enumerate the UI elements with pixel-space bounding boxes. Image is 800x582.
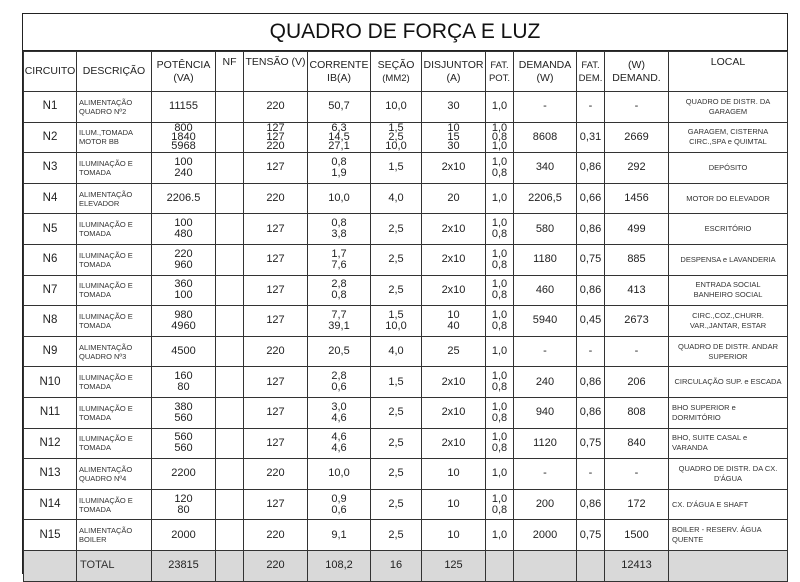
header-potencia: POTÊNCIA (VA)	[152, 52, 216, 92]
cell-disjuntor: 10 15 30	[422, 122, 486, 153]
cell-fat-dem: 0,86	[577, 489, 605, 520]
sheet-title: QUADRO DE FORÇA E LUZ	[23, 14, 787, 51]
cell-local: BHO SUPERIOR e DORMITÓRIO	[669, 397, 788, 428]
cell-disjuntor: 10	[422, 459, 486, 490]
cell-local: QUADRO DE DISTR. DA GARAGEM	[669, 92, 788, 123]
header-circuito: CIRCUITO	[24, 52, 77, 92]
header-demanda: DEMANDA (W)	[514, 52, 577, 92]
cell-demanda: -	[514, 92, 577, 123]
cell-fat-pot: 1,0 0,8	[486, 367, 514, 398]
cell-w-demand: 499	[605, 214, 669, 245]
cell-tensao: 220	[244, 520, 308, 551]
header-w-demand: (W) DEMAND.	[605, 52, 669, 92]
cell-demanda: 240	[514, 367, 577, 398]
cell-local: BOILER - RESERV. ÁGUA QUENTE	[669, 520, 788, 551]
cell-secao: 2,5	[371, 489, 422, 520]
cell-w-demand: 885	[605, 244, 669, 275]
cell-potencia: 2000	[152, 520, 216, 551]
cell-fat-dem: 0,86	[577, 275, 605, 306]
cell-disjuntor: 2x10	[422, 153, 486, 184]
total-fat-dem	[577, 550, 605, 581]
total-demanda	[514, 550, 577, 581]
cell-corrente: 3,0 4,6	[308, 397, 371, 428]
cell-fat-pot: 1,0 0,8	[486, 397, 514, 428]
total-nf	[216, 550, 244, 581]
table-row	[24, 244, 788, 275]
cell-disjuntor: 10	[422, 520, 486, 551]
cell-descricao: ILUMINAÇÃO E TOMADA	[77, 214, 152, 245]
total-circuito	[24, 550, 77, 581]
cell-fat-pot: 1,0 0,8	[486, 244, 514, 275]
cell-potencia: 100 240	[152, 153, 216, 184]
cell-w-demand: 413	[605, 275, 669, 306]
cell-secao: 4,0	[371, 183, 422, 214]
table-row	[24, 214, 788, 245]
cell-corrente: 6,3 14,5 27,1	[308, 122, 371, 153]
cell-potencia: 2206.5	[152, 183, 216, 214]
cell-demanda: -	[514, 336, 577, 367]
cell-secao: 10,0	[371, 92, 422, 123]
cell-nf	[216, 336, 244, 367]
cell-circuito: N10	[24, 367, 77, 398]
cell-secao: 2,5	[371, 520, 422, 551]
cell-local: GARAGEM, CISTERNA CIRC.,SPA e QUIMTAL	[669, 122, 788, 153]
header-disjuntor: DISJUNTOR (A)	[422, 52, 486, 92]
table-row	[24, 183, 788, 214]
cell-descricao: ALIMENTAÇÃO ELEVADOR	[77, 183, 152, 214]
cell-potencia: 160 80	[152, 367, 216, 398]
cell-nf	[216, 92, 244, 123]
cell-local: ESCRITÓRIO	[669, 214, 788, 245]
cell-descricao: ALIMENTAÇÃO QUADRO Nº2	[77, 92, 152, 123]
cell-fat-dem: 0,66	[577, 183, 605, 214]
cell-demanda: 200	[514, 489, 577, 520]
header-local: LOCAL	[669, 52, 788, 92]
cell-secao: 2,5	[371, 459, 422, 490]
cell-corrente: 9,1	[308, 520, 371, 551]
cell-nf	[216, 214, 244, 245]
cell-fat-dem: -	[577, 336, 605, 367]
cell-local: MOTOR DO ELEVADOR	[669, 183, 788, 214]
cell-circuito: N11	[24, 397, 77, 428]
cell-corrente: 20,5	[308, 336, 371, 367]
table-row	[24, 336, 788, 367]
cell-descricao: ILUMINAÇÃO E TOMADA	[77, 244, 152, 275]
cell-circuito: N8	[24, 306, 77, 337]
cell-disjuntor: 2x10	[422, 244, 486, 275]
total-label: TOTAL	[77, 550, 152, 581]
cell-potencia: 100 480	[152, 214, 216, 245]
total-row	[24, 550, 788, 581]
cell-local: CIRC.,COZ.,CHURR. VAR.,JANTAR, ESTAR	[669, 306, 788, 337]
cell-corrente: 7,7 39,1	[308, 306, 371, 337]
cell-tensao: 127	[244, 153, 308, 184]
cell-w-demand: 1456	[605, 183, 669, 214]
cell-corrente: 10,0	[308, 459, 371, 490]
cell-disjuntor: 10 40	[422, 306, 486, 337]
cell-tensao: 220	[244, 92, 308, 123]
cell-secao: 2,5	[371, 397, 422, 428]
cell-demanda: 5940	[514, 306, 577, 337]
cell-disjuntor: 2x10	[422, 367, 486, 398]
table-row	[24, 428, 788, 459]
cell-demanda: 8608	[514, 122, 577, 153]
cell-w-demand: 2673	[605, 306, 669, 337]
cell-circuito: N14	[24, 489, 77, 520]
cell-descricao: ALIMENTAÇÃO QUADRO Nº4	[77, 459, 152, 490]
cell-circuito: N12	[24, 428, 77, 459]
cell-demanda: 1120	[514, 428, 577, 459]
cell-fat-dem: 0,86	[577, 214, 605, 245]
cell-disjuntor: 25	[422, 336, 486, 367]
cell-circuito: N7	[24, 275, 77, 306]
cell-descricao: ILUMINAÇÃO E TOMADA	[77, 153, 152, 184]
cell-potencia: 120 80	[152, 489, 216, 520]
cell-circuito: N1	[24, 92, 77, 123]
cell-descricao: ILUMINAÇÃO E TOMADA	[77, 397, 152, 428]
cell-tensao: 127	[244, 214, 308, 245]
cell-nf	[216, 153, 244, 184]
total-disjuntor: 125	[422, 550, 486, 581]
table-row	[24, 367, 788, 398]
cell-fat-pot: 1,0 0,8	[486, 489, 514, 520]
cell-corrente: 10,0	[308, 183, 371, 214]
header-fat-pot: FAT. POT.	[486, 52, 514, 92]
circuit-rows	[24, 92, 788, 551]
cell-local: CIRCULAÇÃO SUP. e ESCADA	[669, 367, 788, 398]
cell-fat-pot: 1,0 0,8	[486, 275, 514, 306]
cell-secao: 1,5 2,5 10,0	[371, 122, 422, 153]
cell-corrente: 50,7	[308, 92, 371, 123]
cell-descricao: ALIMENTAÇÃO BOILER	[77, 520, 152, 551]
cell-descricao: ILUMINAÇÃO E TOMADA	[77, 275, 152, 306]
cell-tensao: 127	[244, 489, 308, 520]
cell-disjuntor: 2x10	[422, 428, 486, 459]
cell-corrente: 0,8 1,9	[308, 153, 371, 184]
header-corrente: CORRENTE IB(A)	[308, 52, 371, 92]
cell-demanda: 460	[514, 275, 577, 306]
cell-w-demand: 206	[605, 367, 669, 398]
cell-w-demand: -	[605, 92, 669, 123]
cell-fat-pot: 1,0 0,8 1,0	[486, 122, 514, 153]
header-fat-dem: FAT. DEM.	[577, 52, 605, 92]
cell-nf	[216, 306, 244, 337]
cell-disjuntor: 20	[422, 183, 486, 214]
cell-fat-pot: 1,0	[486, 336, 514, 367]
cell-disjuntor: 2x10	[422, 214, 486, 245]
cell-local: BHO, SUITE CASAL e VARANDA	[669, 428, 788, 459]
cell-corrente: 4,6 4,6	[308, 428, 371, 459]
header-tensao: TENSÃO (V)	[244, 52, 308, 92]
cell-nf	[216, 183, 244, 214]
cell-demanda: 340	[514, 153, 577, 184]
cell-secao: 1,5 10,0	[371, 306, 422, 337]
cell-potencia: 380 560	[152, 397, 216, 428]
cell-fat-dem: 0,86	[577, 153, 605, 184]
cell-circuito: N13	[24, 459, 77, 490]
cell-disjuntor: 30	[422, 92, 486, 123]
cell-circuito: N5	[24, 214, 77, 245]
total-secao: 16	[371, 550, 422, 581]
cell-secao: 2,5	[371, 214, 422, 245]
cell-tensao: 127	[244, 306, 308, 337]
cell-corrente: 2,8 0,6	[308, 367, 371, 398]
cell-disjuntor: 10	[422, 489, 486, 520]
cell-w-demand: 2669	[605, 122, 669, 153]
table-row	[24, 92, 788, 123]
cell-nf	[216, 489, 244, 520]
cell-w-demand: 1500	[605, 520, 669, 551]
cell-fat-pot: 1,0 0,8	[486, 306, 514, 337]
cell-fat-dem: -	[577, 92, 605, 123]
cell-fat-pot: 1,0	[486, 520, 514, 551]
cell-secao: 1,5	[371, 367, 422, 398]
cell-potencia: 560 560	[152, 428, 216, 459]
table-row	[24, 275, 788, 306]
cell-fat-pot: 1,0 0,8	[486, 214, 514, 245]
cell-nf	[216, 367, 244, 398]
cell-circuito: N6	[24, 244, 77, 275]
cell-descricao: ILUMINAÇÃO E TOMADA	[77, 306, 152, 337]
cell-w-demand: -	[605, 336, 669, 367]
cell-fat-dem: 0,75	[577, 520, 605, 551]
cell-fat-dem: 0,45	[577, 306, 605, 337]
total-potencia: 23815	[152, 550, 216, 581]
cell-tensao: 127	[244, 275, 308, 306]
cell-demanda: 2206,5	[514, 183, 577, 214]
table-row	[24, 306, 788, 337]
table-row	[24, 397, 788, 428]
cell-tensao: 127 127 220	[244, 122, 308, 153]
cell-potencia: 800 1840 5968	[152, 122, 216, 153]
cell-tensao: 220	[244, 183, 308, 214]
cell-fat-pot: 1,0 0,8	[486, 153, 514, 184]
cell-nf	[216, 275, 244, 306]
table-row	[24, 459, 788, 490]
cell-secao: 2,5	[371, 428, 422, 459]
cell-nf	[216, 459, 244, 490]
cell-corrente: 2,8 0,8	[308, 275, 371, 306]
cell-potencia: 220 960	[152, 244, 216, 275]
cell-demanda: 1180	[514, 244, 577, 275]
cell-fat-pot: 1,0	[486, 92, 514, 123]
header-secao: SEÇÃO (MM2)	[371, 52, 422, 92]
header-nf: NF	[216, 52, 244, 92]
circuit-table	[23, 51, 788, 582]
cell-demanda: 940	[514, 397, 577, 428]
cell-tensao: 220	[244, 459, 308, 490]
cell-fat-pot: 1,0 0,8	[486, 428, 514, 459]
table-row	[24, 122, 788, 153]
cell-potencia: 980 4960	[152, 306, 216, 337]
cell-tensao: 220	[244, 336, 308, 367]
cell-potencia: 360 100	[152, 275, 216, 306]
cell-corrente: 0,8 3,8	[308, 214, 371, 245]
cell-tensao: 127	[244, 367, 308, 398]
table-row	[24, 489, 788, 520]
cell-w-demand: 292	[605, 153, 669, 184]
power-and-light-panel-sheet	[22, 13, 788, 574]
total-w-demand: 12413	[605, 550, 669, 581]
cell-fat-dem: 0,86	[577, 367, 605, 398]
cell-descricao: ILUMINAÇÃO E TOMADA	[77, 489, 152, 520]
cell-tensao: 127	[244, 244, 308, 275]
cell-disjuntor: 2x10	[422, 275, 486, 306]
cell-local: DESPENSA e LAVANDERIA	[669, 244, 788, 275]
cell-fat-dem: 0,75	[577, 244, 605, 275]
cell-corrente: 0,9 0,6	[308, 489, 371, 520]
cell-nf	[216, 244, 244, 275]
cell-descricao: ALIMENTAÇÃO QUADRO Nº3	[77, 336, 152, 367]
cell-w-demand: 840	[605, 428, 669, 459]
cell-disjuntor: 2x10	[422, 397, 486, 428]
cell-fat-pot: 1,0	[486, 459, 514, 490]
cell-fat-dem: 0,86	[577, 397, 605, 428]
table-row	[24, 153, 788, 184]
total-tensao: 220	[244, 550, 308, 581]
cell-local: QUADRO DE DISTR. ANDAR SUPERIOR	[669, 336, 788, 367]
cell-w-demand: 808	[605, 397, 669, 428]
cell-potencia: 4500	[152, 336, 216, 367]
cell-descricao: ILUMINAÇÃO E TOMADA	[77, 367, 152, 398]
cell-circuito: N2	[24, 122, 77, 153]
cell-nf	[216, 122, 244, 153]
cell-local: CX. D'ÁGUA E SHAFT	[669, 489, 788, 520]
cell-potencia: 2200	[152, 459, 216, 490]
total-fat-pot	[486, 550, 514, 581]
total-local	[669, 550, 788, 581]
cell-secao: 2,5	[371, 244, 422, 275]
cell-secao: 2,5	[371, 275, 422, 306]
cell-fat-dem: 0,75	[577, 428, 605, 459]
cell-w-demand: 172	[605, 489, 669, 520]
cell-local: DEPÓSITO	[669, 153, 788, 184]
cell-tensao: 127	[244, 428, 308, 459]
cell-demanda: 2000	[514, 520, 577, 551]
header-descricao: DESCRIÇÃO	[77, 52, 152, 92]
cell-local: ENTRADA SOCIAL BANHEIRO SOCIAL	[669, 275, 788, 306]
cell-fat-dem: 0,31	[577, 122, 605, 153]
cell-descricao: ILUMINAÇÃO E TOMADA	[77, 428, 152, 459]
table-row	[24, 520, 788, 551]
cell-fat-pot: 1,0	[486, 183, 514, 214]
cell-circuito: N4	[24, 183, 77, 214]
cell-circuito: N15	[24, 520, 77, 551]
cell-demanda: -	[514, 459, 577, 490]
cell-local: QUADRO DE DISTR. DA CX. D'ÁGUA	[669, 459, 788, 490]
cell-w-demand: -	[605, 459, 669, 490]
cell-fat-dem: -	[577, 459, 605, 490]
cell-descricao: ILUM.,TOMADA MOTOR BB	[77, 122, 152, 153]
cell-corrente: 1,7 7,6	[308, 244, 371, 275]
cell-nf	[216, 397, 244, 428]
cell-circuito: N3	[24, 153, 77, 184]
cell-tensao: 127	[244, 397, 308, 428]
cell-nf	[216, 520, 244, 551]
header-row	[24, 52, 788, 92]
cell-nf	[216, 428, 244, 459]
cell-circuito: N9	[24, 336, 77, 367]
cell-potencia: 11155	[152, 92, 216, 123]
total-corrente: 108,2	[308, 550, 371, 581]
cell-demanda: 580	[514, 214, 577, 245]
cell-secao: 4,0	[371, 336, 422, 367]
cell-secao: 1,5	[371, 153, 422, 184]
